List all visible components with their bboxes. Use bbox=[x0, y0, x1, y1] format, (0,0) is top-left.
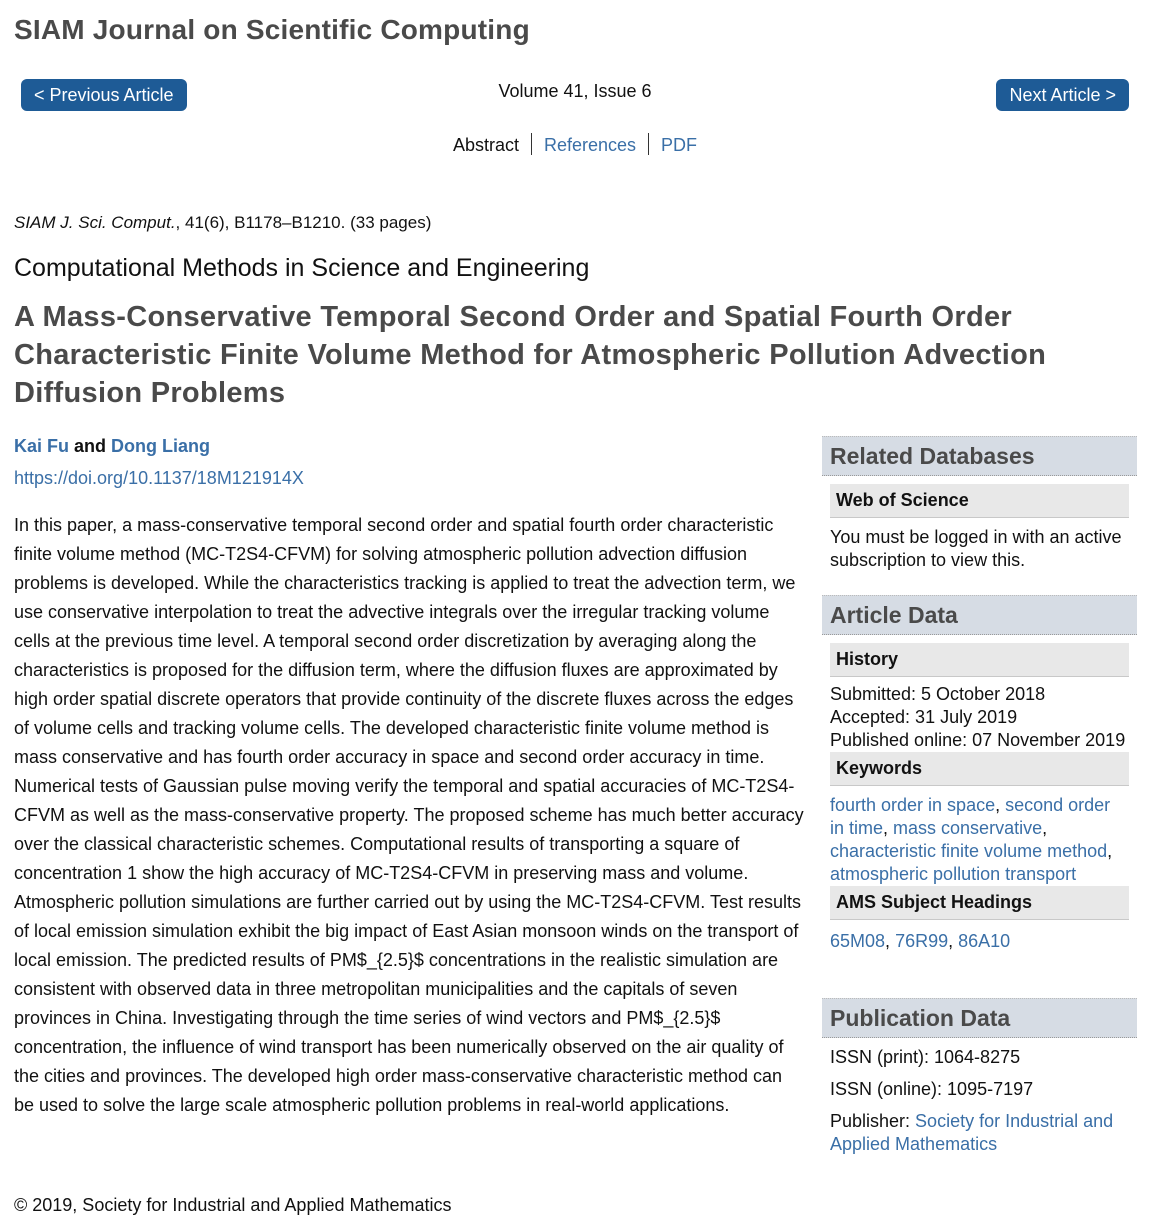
next-article-button[interactable]: Next Article > bbox=[996, 79, 1129, 111]
related-databases-heading: Related Databases bbox=[822, 436, 1137, 476]
published-date: Published online: 07 November 2019 bbox=[830, 730, 1126, 750]
publication-data-heading: Publication Data bbox=[822, 998, 1137, 1038]
copyright: © 2019, Society for Industrial and Applied Mathematics bbox=[14, 1195, 452, 1215]
ams-code-link[interactable]: 76R99 bbox=[895, 931, 949, 951]
tab-divider bbox=[648, 133, 649, 155]
tab-abstract[interactable]: Abstract bbox=[452, 135, 519, 155]
ams-list: 65M08, 76R99, 86A10 bbox=[830, 931, 1011, 951]
citation-journal: SIAM J. Sci. Comput. bbox=[14, 213, 176, 232]
publisher-link[interactable]: Society for Industrial and Applied Mathematics bbox=[830, 1111, 1114, 1154]
section-name: Computational Methods in Science and Engineering bbox=[14, 254, 590, 282]
ams-heading: AMS Subject Headings bbox=[830, 886, 1129, 920]
citation bbox=[14, 213, 431, 233]
abstract-text: In this paper, a mass-conservative temporal second order and spatial fourth order characteristic finite volume method (MC-T2S4-CFVM) for solving atmospheric pollution advection diffusion problems is developed. While the characteristics tracking is applied to treat the advection term, we use conservative interpolation to treat the advective integrals over the irregular tracking volume cells at the previous time level. A temporal second order discretization by averaging along the characteristics is proposed for the diffusion term, where the diffusion fluxes are approximated by high order spatial discrete operators that provide continuity of the discrete fluxes across the edges of volume cells and tracking volume cells. The developed characteristic finite volume method is mass conservative and has fourth order accuracy in space and second order accuracy in time. Numerical tests of Gaussian pulse moving verify the temporal and spatial accuracies of MC-T2S4-CFVM as well as the mass-conservative property. The proposed scheme has much better accuracy over the classical characteristic schemes. Computational results of transporting a square of concentration 1 show the high accuracy of MC-T2S4-CFVM in preserving mass and volume. Atmospheric pollution simulations are further carried out by using the MC-T2S4-CFVM. Test results of local emission simulation exhibit the big impact of East Asian monsoon winds on the transport of local emission. The predicted results of PM$_{2.5}$ concentrations in the realistic simulation are consistent with observed data in three metropolitan municipalities and the capitals of seven provinces in China. Investigating through the time series of wind vectors and PM$_{2.5}$ concentration, the influence of wind transport has been numerically observed on the air quality of the cities and provinces. The developed high order mass-conservative characteristic method can be used to solve the large scale atmospheric pollution problems in real-world applications. bbox=[14, 515, 804, 1115]
keywords-heading: Keywords bbox=[830, 752, 1129, 786]
ams-code-link[interactable]: 65M08 bbox=[830, 931, 886, 951]
issn-print: ISSN (print): 1064-8275 bbox=[830, 1047, 1021, 1067]
author-link[interactable]: Kai Fu bbox=[14, 436, 70, 456]
login-notice: You must be logged in with an active subscription to view this. bbox=[830, 527, 1122, 570]
web-of-science-heading: Web of Science bbox=[830, 484, 1129, 518]
history-heading: History bbox=[830, 643, 1129, 677]
tab-divider bbox=[531, 133, 532, 155]
keywords-list: fourth order in space, second order in time, mass conservative, characteristic finite volume method, atmospheric pollution transport bbox=[830, 795, 1113, 884]
article-tabs bbox=[0, 133, 1150, 156]
ams-code-link[interactable]: 86A10 bbox=[958, 931, 1011, 951]
keyword-link[interactable]: atmospheric pollution transport bbox=[830, 864, 1077, 884]
keyword-link[interactable]: characteristic finite volume method bbox=[830, 841, 1108, 861]
previous-article-button[interactable]: < Previous Article bbox=[21, 79, 187, 111]
publisher-label: Publisher: bbox=[830, 1111, 916, 1131]
volume-issue: Volume 41, Issue 6 bbox=[498, 81, 652, 101]
publisher bbox=[830, 1110, 1129, 1156]
article-title: A Mass-Conservative Temporal Second Order and Spatial Fourth Order Characteristic Finite Volume Method for Atmospheric Pollution Advection Diffusion Problems bbox=[14, 301, 1047, 409]
article-data-panel bbox=[822, 595, 1137, 953]
keyword-link[interactable]: second order in time bbox=[830, 795, 1111, 838]
tab-pdf[interactable]: PDF bbox=[661, 135, 698, 155]
citation-details: , 41(6), B1178–B1210. (33 pages) bbox=[175, 213, 432, 232]
doi-link[interactable]: https://doi.org/10.1137/18M121914X bbox=[14, 468, 304, 488]
authors bbox=[14, 436, 210, 457]
article-data-heading: Article Data bbox=[822, 595, 1137, 635]
keyword-link[interactable]: mass conservative bbox=[893, 818, 1043, 838]
author-link[interactable]: Dong Liang bbox=[111, 436, 211, 456]
tab-references[interactable]: References bbox=[543, 135, 637, 155]
submitted-date: Submitted: 5 October 2018 bbox=[830, 684, 1046, 704]
authors-joiner: and bbox=[69, 436, 112, 456]
keyword-link[interactable]: fourth order in space bbox=[830, 795, 996, 815]
journal-title: SIAM Journal on Scientific Computing bbox=[14, 14, 530, 45]
issn-online: ISSN (online): 1095-7197 bbox=[830, 1079, 1034, 1099]
related-databases-panel bbox=[822, 436, 1137, 572]
publication-data-panel bbox=[822, 998, 1137, 1156]
accepted-date: Accepted: 31 July 2019 bbox=[830, 707, 1018, 727]
